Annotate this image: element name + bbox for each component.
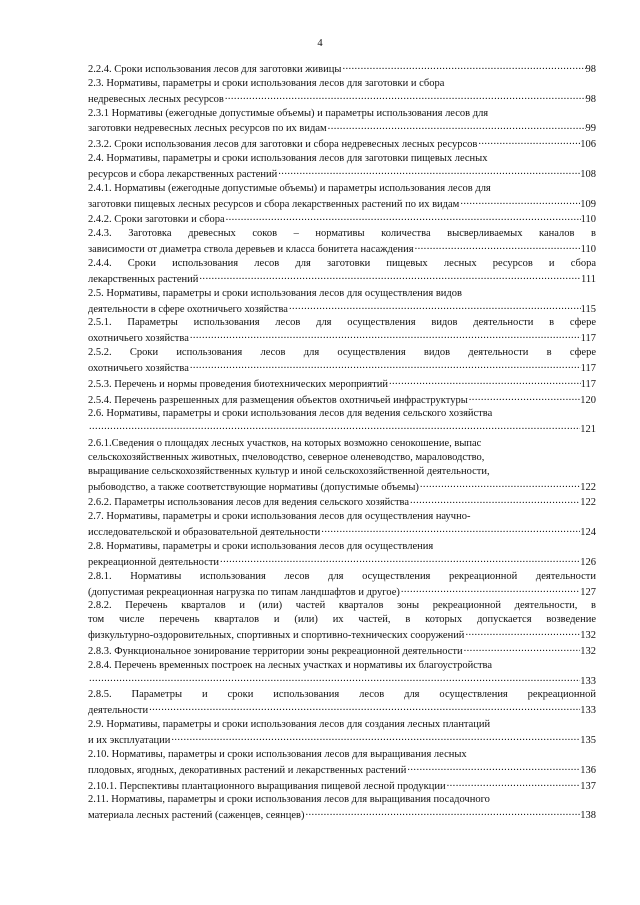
toc-entry-final-line (88, 494, 596, 510)
toc-entry-final-line (88, 479, 596, 495)
toc-entry (88, 599, 596, 643)
toc-entry-title: материала лесных растений (саженцев, сеянцев) (88, 810, 305, 822)
toc-entry-page-number: 122 (580, 481, 596, 493)
toc-entry (88, 392, 596, 408)
toc-entry-text-line: 2.11. Нормативы, параметры и сроки использования лесов для выращивания посадочного (88, 794, 490, 806)
toc-entry-page-number: 135 (580, 734, 596, 746)
dot-leader (189, 360, 581, 371)
dot-leader (224, 91, 586, 102)
dot-leader (170, 732, 580, 743)
toc-entry (88, 346, 596, 376)
toc-entry (88, 494, 596, 510)
toc-entry (88, 793, 596, 823)
toc-entry (88, 227, 596, 257)
toc-entry-page-number: 117 (580, 333, 596, 345)
toc-entry-final-line (88, 643, 596, 659)
toc-entry-page-number: 121 (580, 424, 596, 436)
toc-entry-page-number: 98 (585, 64, 596, 75)
toc-entry (88, 659, 596, 689)
toc-entry (88, 257, 596, 287)
toc-entry-page-number: 133 (580, 675, 596, 687)
toc-entry (88, 316, 596, 346)
toc-entry-page-number: 132 (580, 645, 596, 657)
dot-leader (463, 643, 581, 654)
toc-entry-text-line: 2.6. Нормативы, параметры и сроки использования лесов для ведения сельского хозяйства (88, 408, 493, 420)
toc-entry-final-line (88, 301, 596, 317)
toc-entry-title: 2.2.4. Сроки использования лесов для заготовки живицы (88, 64, 342, 75)
toc-entry (88, 152, 596, 182)
toc-entry-title: охотничьего хозяйства (88, 333, 189, 345)
toc-entry (88, 688, 596, 718)
toc-entry-final-line (88, 61, 596, 77)
toc-entry-text-line: 2.10. Нормативы, параметры и сроки использования лесов для выращивания лесных (88, 748, 467, 760)
toc-entry-page-number: 108 (580, 168, 596, 180)
toc-entry-page-number: 115 (580, 303, 596, 315)
toc-entry-title: (допустимая рекреационная нагрузка по типам ландшафтов и другое) (88, 586, 400, 598)
toc-entry-text-line: 2.3. Нормативы, параметры и сроки использования лесов для заготовки и сбора (88, 77, 445, 89)
toc-entry-final-line (88, 271, 596, 287)
toc-entry-final-line (88, 762, 596, 778)
toc-entry-page-number: 111 (581, 273, 596, 285)
table-of-contents (88, 61, 596, 823)
toc-entry-final-line (88, 778, 596, 794)
toc-entry-title: физкультурно-оздоровительных, спортивных и спортивно-технических сооружений (88, 630, 465, 642)
toc-entry-page-number: 133 (580, 705, 596, 717)
toc-entry-page-number: 138 (580, 810, 596, 822)
toc-entry-text-line: 2.4.1. Нормативы (ежегодные допустимые объемы) и параметры использования лесов для (88, 182, 491, 194)
dot-leader (459, 196, 580, 207)
toc-entry-title: и их эксплуатации (88, 734, 171, 746)
toc-entry-title: ресурсов и сбора лекарственных растений (88, 168, 278, 180)
dot-leader (225, 211, 581, 222)
toc-entry-title: 2.5.4. Перечень разрешенных для размещения объектов охотничьей инфраструктуры (88, 394, 468, 406)
dot-leader (400, 584, 580, 595)
dot-leader (88, 421, 580, 432)
toc-entry (88, 77, 596, 107)
toc-entry-title: заготовки пищевых лесных ресурсов и сбора лекарственных растений по их видам (88, 198, 460, 210)
toc-entry-title: рекреационной деятельности (88, 556, 220, 568)
toc-entry-title: недревесных лесных ресурсов (88, 93, 224, 105)
toc-entry-final-line (88, 136, 596, 152)
toc-entry-title: охотничьего хозяйства (88, 362, 189, 374)
toc-entry-text-line: 2.4. Нормативы, параметры и сроки использования лесов для заготовки пищевых лесных (88, 153, 488, 165)
toc-entry-text-line: 2.4.3. Заготовка древесных соков – нормативы количества высверливаемых каналов в (88, 228, 596, 240)
toc-entry (88, 407, 596, 437)
toc-entry-final-line (88, 732, 596, 748)
dot-leader (406, 762, 580, 773)
toc-entry-final-line (88, 166, 596, 182)
dot-leader (388, 376, 581, 387)
toc-entry-page-number: 122 (580, 497, 596, 509)
toc-entry-title: исследовательской и образовательной деятельности (88, 527, 321, 539)
toc-entry-text-line: 2.6.1.Сведения о площадях лесных участков, на которых возможно сенокошение, выпас (88, 438, 482, 450)
toc-entry-text-line: сельскохозяйственных животных, пчеловодство, северное оленеводство, мараловодство, (88, 451, 485, 463)
dot-leader (409, 494, 580, 505)
toc-entry (88, 748, 596, 778)
dot-leader (464, 627, 580, 638)
toc-entry-page-number: 117 (580, 362, 596, 374)
toc-entry (88, 570, 596, 600)
toc-entry-final-line (88, 673, 596, 689)
toc-entry-title: 2.5.3. Перечень и нормы проведения биотехнических мероприятий (88, 378, 388, 390)
toc-entry-title: 2.6.2. Параметры использования лесов для ведения сельского хозяйства (88, 497, 410, 509)
toc-entry (88, 643, 596, 659)
toc-entry-page-number: 124 (580, 527, 596, 539)
toc-entry-final-line (88, 421, 596, 437)
toc-entry-page-number: 126 (580, 556, 596, 568)
toc-entry-final-line (88, 807, 596, 823)
dot-leader (305, 807, 581, 818)
dot-leader (341, 61, 585, 72)
toc-entry-final-line (88, 360, 596, 376)
toc-entry-page-number: 110 (580, 214, 596, 226)
toc-entry-page-number: 120 (580, 394, 596, 406)
toc-entry-text-line: 2.8. Нормативы, параметры и сроки использования лесов для осуществления (88, 541, 434, 552)
toc-entry-text-line: 2.5.2. Сроки использования лесов для осуществления видов деятельности в сфере (88, 347, 596, 359)
toc-entry-title: плодовых, ягодных, декоративных растений и лекарственных растений (88, 764, 407, 776)
dot-leader (198, 271, 581, 282)
toc-entry-text-line: 2.3.1 Нормативы (ежегодные допустимые объемы) и параметры использования лесов для (88, 107, 489, 119)
toc-entry (88, 107, 596, 137)
toc-entry-text-line: 2.8.5. Параметры и сроки использования лесов для осуществления рекреационной (88, 689, 596, 701)
dot-leader (419, 479, 580, 490)
toc-entry-text-line: выращивание сельскохозяйственных культур и иной сельскохозяйственной деятельности, (88, 465, 490, 477)
toc-entry-final-line (88, 211, 596, 227)
toc-entry-title: зависимости от диаметра ствола деревьев и класса бонитета насаждения (88, 244, 414, 256)
toc-entry-page-number: 99 (585, 123, 596, 135)
toc-entry-final-line (88, 120, 596, 136)
toc-entry-page-number: 136 (580, 764, 596, 776)
dot-leader (477, 136, 580, 147)
toc-entry (88, 778, 596, 794)
dot-leader (288, 301, 581, 312)
toc-entry-text-line: 2.8.1. Нормативы использования лесов для осуществления рекреационной деятельности (88, 570, 596, 582)
toc-entry-title: 2.4.2. Сроки заготовки и сбора (88, 214, 225, 226)
toc-entry-title: деятельности в сфере охотничьего хозяйства (88, 303, 288, 315)
toc-entry (88, 437, 596, 494)
dot-leader (219, 554, 580, 565)
toc-entry-title: 2.8.3. Функциональное зонирование территории зоны рекреационной деятельности (88, 645, 463, 657)
toc-entry-page-number: 98 (585, 93, 596, 105)
toc-entry-title: рыбоводство, а также соответствующие нормативы (допустимые объемы) (88, 481, 419, 493)
toc-entry-final-line (88, 702, 596, 718)
toc-entry-title: лекарственных растений (88, 273, 199, 285)
toc-entry (88, 718, 596, 748)
toc-entry-page-number: 137 (580, 780, 596, 792)
toc-entry-page-number: 117 (580, 378, 596, 390)
toc-entry (88, 287, 596, 317)
toc-entry (88, 136, 596, 152)
dot-leader (88, 673, 580, 684)
dot-leader (446, 778, 581, 789)
toc-entry-final-line (88, 392, 596, 408)
toc-entry (88, 540, 596, 570)
toc-entry-text-line: 2.7. Нормативы, параметры и сроки использования лесов для осуществления научно- (88, 511, 471, 523)
toc-entry-text-line: 2.4.4. Сроки использования лесов для заготовки пищевых лесных ресурсов и сбора (88, 257, 596, 269)
toc-entry-final-line (88, 241, 596, 257)
dot-leader (327, 120, 586, 131)
toc-entry-final-line (88, 584, 596, 600)
toc-entry-text-line: 2.5.1. Параметры использования лесов для осуществления видов деятельности в сфере (88, 317, 596, 329)
dot-leader (414, 241, 581, 252)
toc-entry-text-line: том числе перечень кварталов и (или) их частей, в которых допускается возведение (88, 614, 596, 626)
toc-entry-final-line (88, 196, 596, 212)
toc-entry-page-number: 110 (580, 244, 596, 256)
dot-leader (189, 330, 581, 341)
toc-entry (88, 510, 596, 540)
toc-entry-text-line: 2.9. Нормативы, параметры и сроки использования лесов для создания лесных плантаций (88, 719, 491, 731)
toc-entry-title: 2.3.2. Сроки использования лесов для заготовки и сбора недревесных лесных ресурсов (88, 139, 478, 151)
toc-entry-page-number: 132 (580, 630, 596, 642)
toc-entry-final-line (88, 91, 596, 107)
toc-entry (88, 376, 596, 392)
toc-entry-final-line (88, 330, 596, 346)
toc-entry-title: деятельности (88, 705, 149, 717)
toc-entry-text-line: 2.8.2. Перечень кварталов и (или) частей кварталов зоны рекреационной деятельности, в (88, 600, 596, 612)
toc-entry-page-number: 127 (580, 586, 596, 598)
dot-leader (320, 524, 580, 535)
toc-entry (88, 211, 596, 227)
dot-leader (468, 392, 580, 403)
toc-entry-final-line (88, 524, 596, 540)
toc-entry-title: 2.10.1. Перспективы плантационного выращивания пищевой лесной продукции (88, 780, 446, 792)
toc-entry-page-number: 109 (580, 198, 596, 210)
toc-entry-title: заготовки недревесных лесных ресурсов по их видам (88, 123, 327, 135)
toc-entry-text-line: 2.8.4. Перечень временных построек на лесных участках и нормативы их благоустройства (88, 659, 493, 671)
toc-entry-text-line: 2.5. Нормативы, параметры и сроки использования лесов для осуществления видов (88, 287, 462, 299)
toc-entry-final-line (88, 554, 596, 570)
page-number: 4 (317, 38, 323, 49)
toc-entry-page-number: 106 (580, 139, 596, 151)
toc-entry-final-line (88, 627, 596, 643)
toc-entry-final-line (88, 376, 596, 392)
dot-leader (277, 166, 580, 177)
toc-entry (88, 182, 596, 212)
dot-leader (148, 702, 580, 713)
toc-entry (88, 61, 596, 77)
